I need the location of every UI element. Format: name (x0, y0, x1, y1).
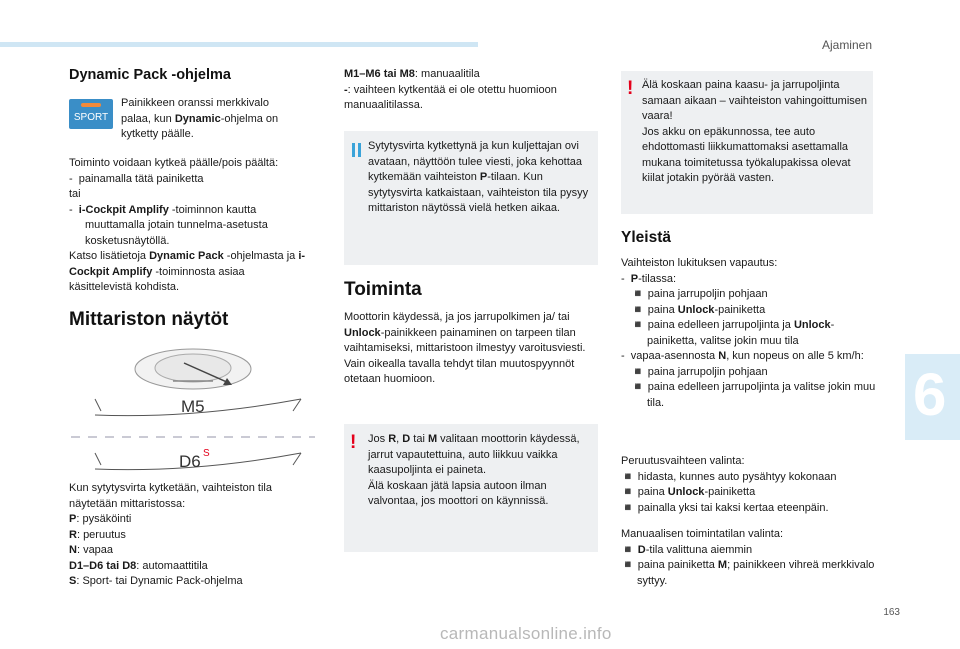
watermark: carmanualsonline.info (440, 624, 612, 643)
section-title: Ajaminen (821, 38, 872, 52)
manual-mode-legend: M1–M6 tai M8: manuaalitila -: vaihteen kytkentää ei ole otettu huomioon manuaalitilassa. (344, 68, 557, 111)
display-d6: D6 (179, 452, 201, 471)
badge-description: Painikkeen oranssi merkkivalo palaa, kun Dynamic-ohjelma on kytketty päälle. (121, 97, 279, 140)
bullet-icon: ◾ (631, 288, 648, 300)
bullet-icon: ◾ (631, 319, 648, 331)
header-rule (0, 42, 478, 47)
page-number: 163 (883, 607, 900, 618)
bullet-icon: ◾ (631, 365, 648, 378)
warning-text: Jos R, D tai M valitaan moottorin käydessä, jarrut vapautettuina, auto liikkuu vaikka kaasupoljinta ei paineta. Älä koskaan jätä lapsia autoon ilman valvontaa, jos moottori on käynnissä. (368, 433, 580, 507)
bullet-icon: ◾ (621, 470, 638, 483)
sport-label: SPORT (73, 112, 109, 123)
warning-box-pedals (621, 71, 873, 214)
dynamic-pack-title: Dynamic Pack -ohjelma (69, 67, 231, 83)
info-text: Sytytysvirta kytkettynä ja kun kuljettajan ovi avataan, näyttöön tulee viesti, joka kehottaa kytkemään vaihteiston P-tilaan. Kun sytytysvirta katkaistaan, vaihteiston tila pysyy mittariston näytössä vielä hetken aikaa. (368, 140, 589, 214)
operation-text: Moottorin käydessä, ja jos jarrupolkimen ja/ tai Unlock-painikkeen painaminen on tarpeen tilan vaihtamiseksi, mittaristoon ilmestyy varoitusviesti. Vain oikealla tavalla tehdyt tilan muutospyynnöt otetaan huomioon. (344, 311, 586, 385)
bullet-icon: ◾ (631, 381, 648, 393)
gear-r: R: peruutus (69, 528, 126, 541)
bullet-icon: ◾ (621, 486, 638, 498)
gear-s: S: Sport- tai Dynamic Pack-ohjelma (69, 575, 243, 587)
unlock-instructions: Vaihteiston lukituksen vapautus: - P-tilassa: ◾ paina jarrupoljin pohjaan ◾ paina Unlock-painiketta ◾ paina edelleen jarrupoljinta ja Unlock-painiketta, valitse jokin muu tila - vapaa-asennosta N, kun nopeus on alle 5 km/h: ◾ paina jarrupoljin pohjaan ◾ paina edelleen jarrupoljinta ja valitse jokin muu tila. (621, 257, 876, 409)
bullet-icon: ◾ (621, 543, 638, 556)
gear-n: N: vapaa (69, 544, 114, 556)
warning-text: Älä koskaan paina kaasu- ja jarrupoljinta samaan aikaan – vaihteiston vahingoittumisen vaara! Jos akku on epäkunnossa, tee auto ehdottomasti liikkumattomaksi asettamalla mukana toimitetussa työkalupakissa olevat kiilat jotakin pyörää vasten. (642, 79, 868, 184)
gear-p: P: pysäköinti (69, 513, 132, 525)
operation-title: Toiminta (344, 279, 422, 300)
general-title: Yleistä (621, 229, 671, 246)
gear-d: D1–D6 tai D8: automaattitila (69, 559, 208, 572)
bullet-icon: ◾ (621, 559, 638, 571)
display-m5: M5 (181, 397, 205, 416)
display-title: Mittariston näytöt (69, 309, 229, 330)
reverse-instructions: Peruutusvaihteen valinta: ◾ hidasta, kunnes auto pysähtyy kokonaan ◾ paina Unlock-painiketta ◾ painalla yksi tai kaksi kertaa eteenpäin. (621, 455, 837, 514)
warning-icon: ! (627, 78, 634, 99)
manual-instructions: Manuaalisen toimintatilan valinta: ◾ D-tila valittuna aiemmin ◾ paina painiketta M; painikkeen vihreä merkkivalo syttyy. (621, 528, 875, 587)
bullet-icon: ◾ (621, 501, 638, 514)
bullet-icon: ◾ (631, 303, 648, 316)
warning-box-engine (344, 424, 598, 552)
orange-indicator (81, 103, 101, 107)
instrument-display-illustration (69, 345, 317, 475)
toggle-paragraph: Toiminto voidaan kytkeä päälle/pois päältä: - painamalla tätä painiketta tai - i-Cockpit Amplify -toiminnon kautta muuttamalla jotain tunnelma-asetusta kosketusnäytöllä. Katso lisätietoja Dynamic Pack -ohjelmasta ja i-Cockpit Amplify -toiminnosta asiaa käsittelevistä kohdista. (69, 157, 306, 293)
sport-button-icon (69, 99, 113, 129)
chapter-tab: 6 (905, 354, 960, 440)
gear-legend: Kun sytytysvirta kytketään, vaihteiston tila näytetään mittaristossa: P: pysäköinti R: peruutus N: vapaa D1–D6 tai D8: automaattitila S: Sport- tai Dynamic Pack-ohjelma (69, 481, 309, 590)
display-sport-s: S (203, 448, 210, 459)
info-box (344, 131, 598, 265)
info-icon (352, 143, 355, 157)
warning-icon: ! (350, 432, 357, 453)
